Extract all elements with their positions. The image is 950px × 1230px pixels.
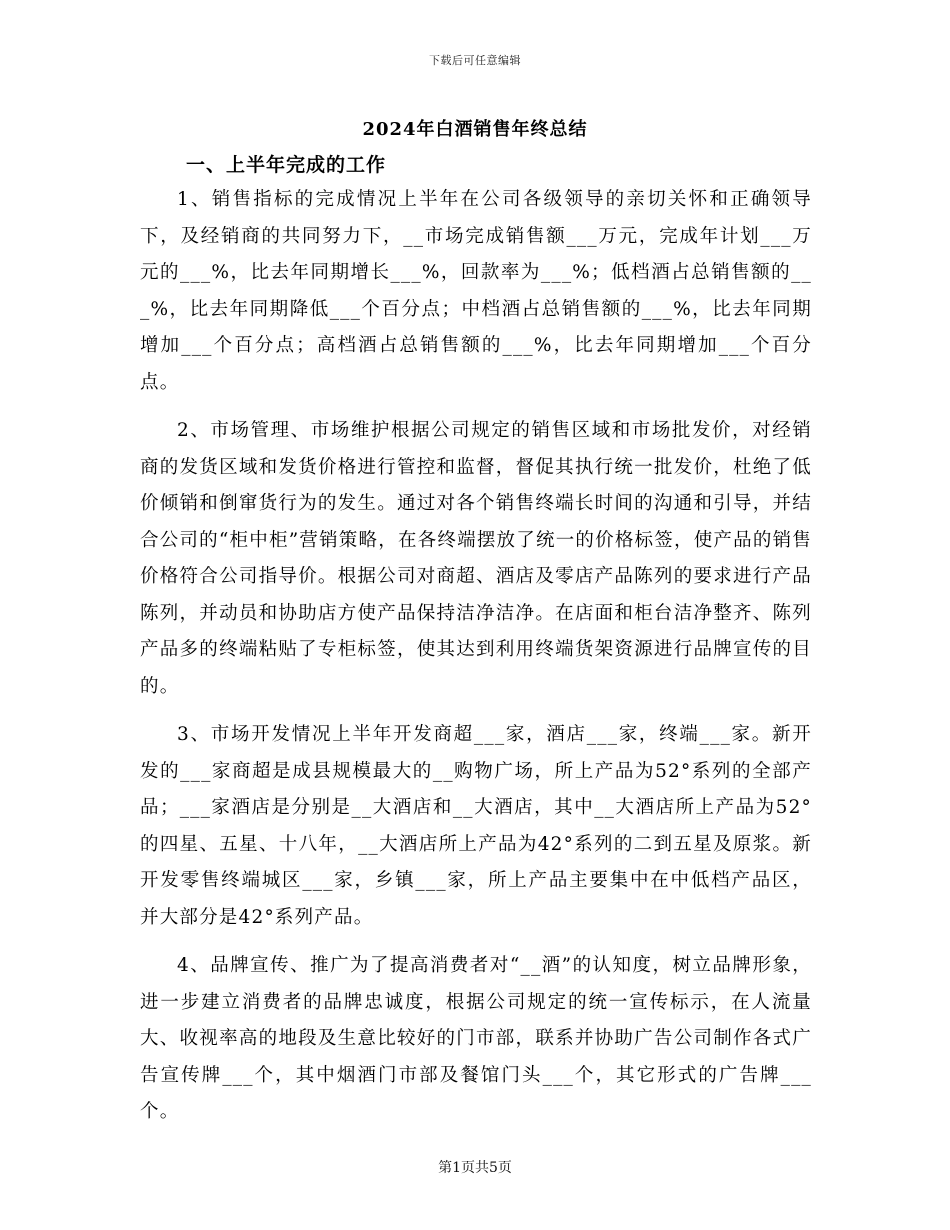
document-body <box>140 182 812 1143</box>
paragraph-brand-promotion: 4、品牌宣传、推广为了提高消费者对“__酒”的认知度，树立品牌形象，进一步建立消费者的品牌忠诚度，根据公司规定的统一宣传标示，在人流量大、收视率高的地段及生意比较好的门市部，联系并协助广告公司制作各式广告宣传牌___个，其中烟酒门市部及餐馆门头___个，其它形式的广告牌___个。 <box>140 955 812 1122</box>
page-footer: 第1页共5页 <box>438 1160 512 1176</box>
document-title: 2024年白酒销售年终总结 <box>362 119 588 140</box>
paragraph-market-management: 2、市场管理、市场维护根据公司规定的销售区域和市场批发价，对经销商的发货区域和发货价格进行管控和监督，督促其执行统一批发价，杜绝了低价倾销和倒窜货行为的发生。通过对各个销售终端长时间的沟通和引导，并结合公司的“柜中柜”营销策略，在各终端摆放了统一的价格标签，使产品的销售价格符合公司指导价。根据公司对商超、酒店及零店产品陈列的要求进行产品陈列，并动员和协助店方使产品保持洁净洁净。在店面和柜台洁净整齐、陈列产品多的终端粘贴了专柜标签，使其达到利用终端货架资源进行品牌宣传的目的。 <box>140 420 812 697</box>
section-heading: 一、上半年完成的工作 <box>186 154 387 176</box>
paragraph-sales-targets: 1、销售指标的完成情况上半年在公司各级领导的亲切关怀和正确领导下，及经销商的共同努力下，__市场完成销售额___万元，完成年计划___万元的___%，比去年同期增长___%，回款率为___%；低档酒占总销售额的___%，比去年同期降低___个百分点；中档酒占总销售额的___%，比去年同期增加___个百分点；高档酒占总销售额的___%，比去年同期增加___个百分点。 <box>140 189 812 393</box>
paragraph-market-development: 3、市场开发情况上半年开发商超___家，酒店___家，终端___家。新开发的___家商超是成县规模最大的__购物广场，所上产品为52°系列的全部产品；___家酒店是分别是__大酒店和__大酒店，其中__大酒店所上产品为52°的四星、五星、十八年，__大酒店所上产品为42°系列的二到五星及原浆。新开发零售终端城区___家，乡镇___家，所上产品主要集中在中低档产品区，并大部分是42°系列产品。 <box>140 724 812 928</box>
header-note: 下载后可任意编辑 <box>429 54 521 67</box>
